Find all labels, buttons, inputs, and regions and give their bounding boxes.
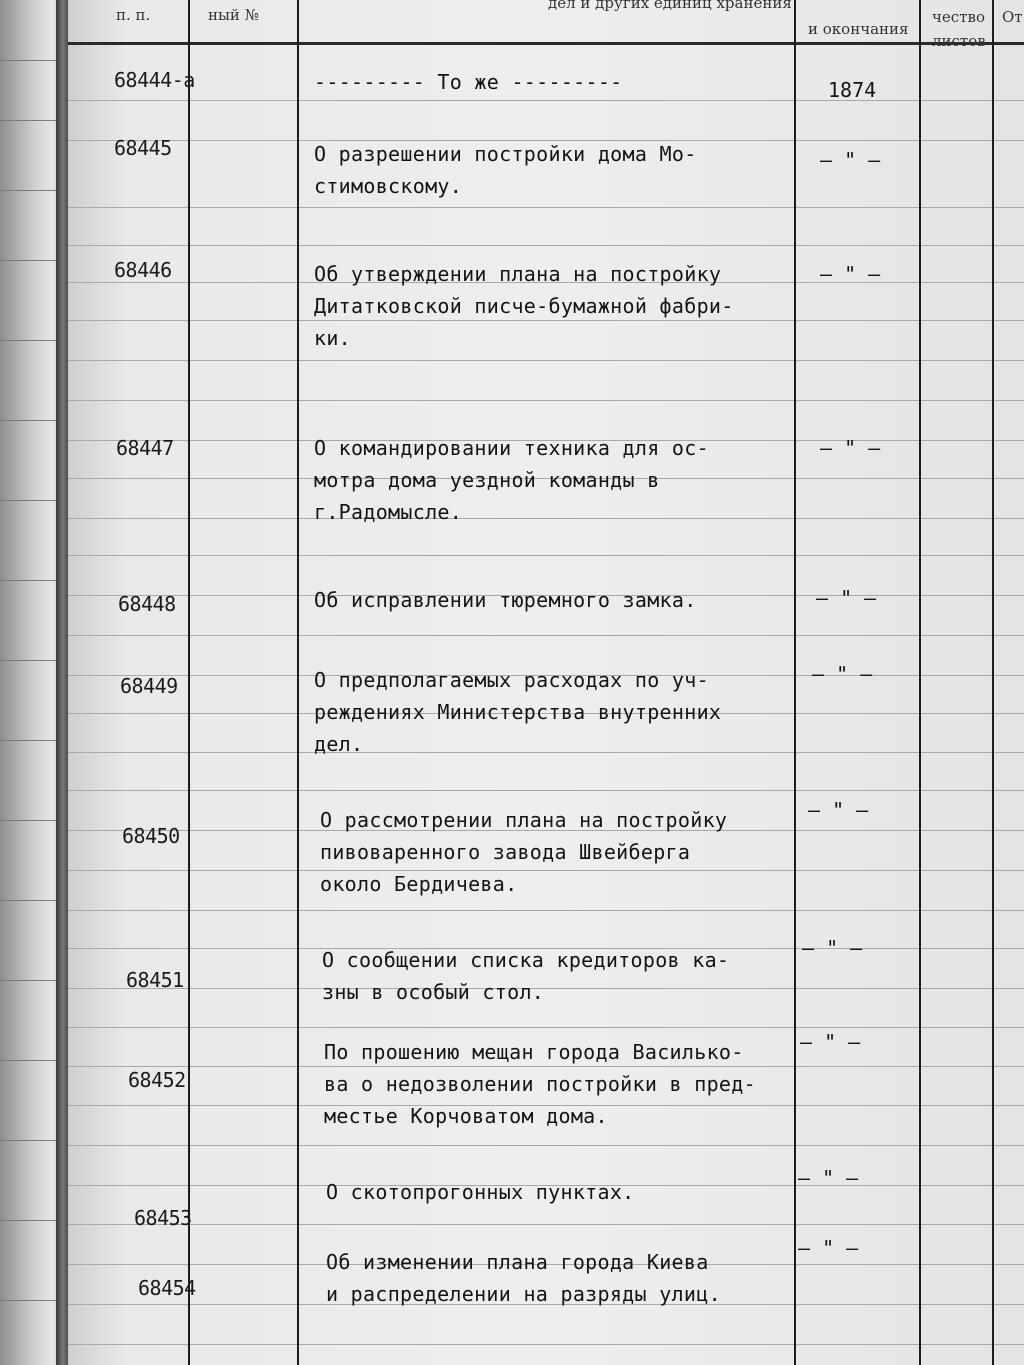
record-number: 68450: [122, 824, 180, 848]
left-page-rule: [0, 980, 62, 981]
left-page-rule: [0, 120, 62, 121]
ruled-line: [68, 400, 1024, 401]
left-page-rule: [0, 420, 62, 421]
record-title: По прошению мещан города Василько- ва о недозволении постройки в пред- местье Корчоватом дома.: [324, 1040, 756, 1128]
ruled-line: [68, 245, 1024, 246]
left-page-rule: [0, 340, 62, 341]
header-col-notes: От: [1002, 8, 1023, 26]
ruled-line: [68, 1344, 1024, 1345]
ruled-line: [68, 635, 1024, 636]
left-page-rule: [0, 1140, 62, 1141]
ruled-line: [68, 910, 1024, 911]
record-title: О предполагаемых расходах по уч- реждениях Министерства внутренних дел.: [314, 668, 722, 756]
ruled-line: [68, 555, 1024, 556]
record-number: 68453: [134, 1206, 192, 1230]
record-number: 68454: [138, 1276, 196, 1300]
record-date: 1874: [828, 78, 877, 102]
record-date: – " –: [820, 148, 881, 172]
column-divider: [992, 0, 994, 1365]
record-date: – " –: [800, 1030, 861, 1054]
header-col-inventory: ный №: [208, 6, 259, 24]
left-page-rule: [0, 820, 62, 821]
record-title: О рассмотрении плана на постройку пивоваренного завода Швейберга около Бердичева.: [320, 808, 728, 896]
register-page: [68, 0, 1024, 1365]
record-number: 68444-а: [114, 68, 195, 92]
record-title: Об изменении плана города Киева и распределении на разряды улиц.: [326, 1250, 721, 1306]
left-page-rule: [0, 740, 62, 741]
header-col-sheets-top: чество: [932, 8, 985, 26]
column-divider: [297, 0, 299, 1365]
ruled-line: [68, 1145, 1024, 1146]
header-col-number: п. п.: [116, 6, 151, 24]
left-page-rule: [0, 1300, 62, 1301]
record-date: – " –: [808, 798, 869, 822]
left-page-rule: [0, 580, 62, 581]
column-divider: [919, 0, 921, 1365]
ruled-line: [68, 1224, 1024, 1225]
record-date: – " –: [812, 662, 873, 686]
record-title: Об исправлении тюремного замка.: [314, 588, 697, 612]
ruled-line: [68, 360, 1024, 361]
ruled-line: [68, 100, 1024, 101]
record-number: 68446: [114, 258, 172, 282]
left-page-rule: [0, 190, 62, 191]
left-page-rule: [0, 60, 62, 61]
left-page-rule: [0, 660, 62, 661]
column-divider: [188, 0, 190, 1365]
record-date: – " –: [820, 436, 881, 460]
record-title: О разрешении постройки дома Мо- стимовскому.: [314, 142, 697, 198]
header-rule: [68, 42, 1024, 45]
ruled-line: [68, 1027, 1024, 1028]
left-page-rule: [0, 1060, 62, 1061]
left-page-rule: [0, 260, 62, 261]
record-title: Об утверждении плана на постройку Дитатковской писче-бумажной фабри- ки.: [314, 262, 734, 350]
record-date: – " –: [802, 936, 863, 960]
ruled-line: [68, 790, 1024, 791]
record-number: 68449: [120, 674, 178, 698]
record-number: 68452: [128, 1068, 186, 1092]
record-title: --------- То же ---------: [314, 70, 623, 94]
left-page-rule: [0, 1220, 62, 1221]
record-number: 68445: [114, 136, 172, 160]
header-col-sheets-bottom: листов: [932, 32, 986, 50]
record-number: 68451: [126, 968, 184, 992]
header-col-title: дел и других единиц хранения: [548, 0, 792, 12]
left-page-edge: [0, 0, 62, 1365]
left-page-rule: [0, 500, 62, 501]
record-date: – " –: [798, 1166, 859, 1190]
record-number: 68448: [118, 592, 176, 616]
column-divider: [794, 0, 796, 1365]
header-col-dates: и окончания: [808, 20, 909, 38]
record-title: О скотопрогонных пунктах.: [326, 1180, 635, 1204]
record-date: – " –: [820, 262, 881, 286]
left-page-rule: [0, 900, 62, 901]
record-date: – " –: [816, 586, 877, 610]
record-title: О сообщении списка кредиторов ка- зны в особый стол.: [322, 948, 730, 1004]
record-number: 68447: [116, 436, 174, 460]
ruled-line: [68, 207, 1024, 208]
record-title: О командировании техника для ос- мотра дома уездной команды в г.Радомысле.: [314, 436, 709, 524]
record-date: – " –: [798, 1236, 859, 1260]
